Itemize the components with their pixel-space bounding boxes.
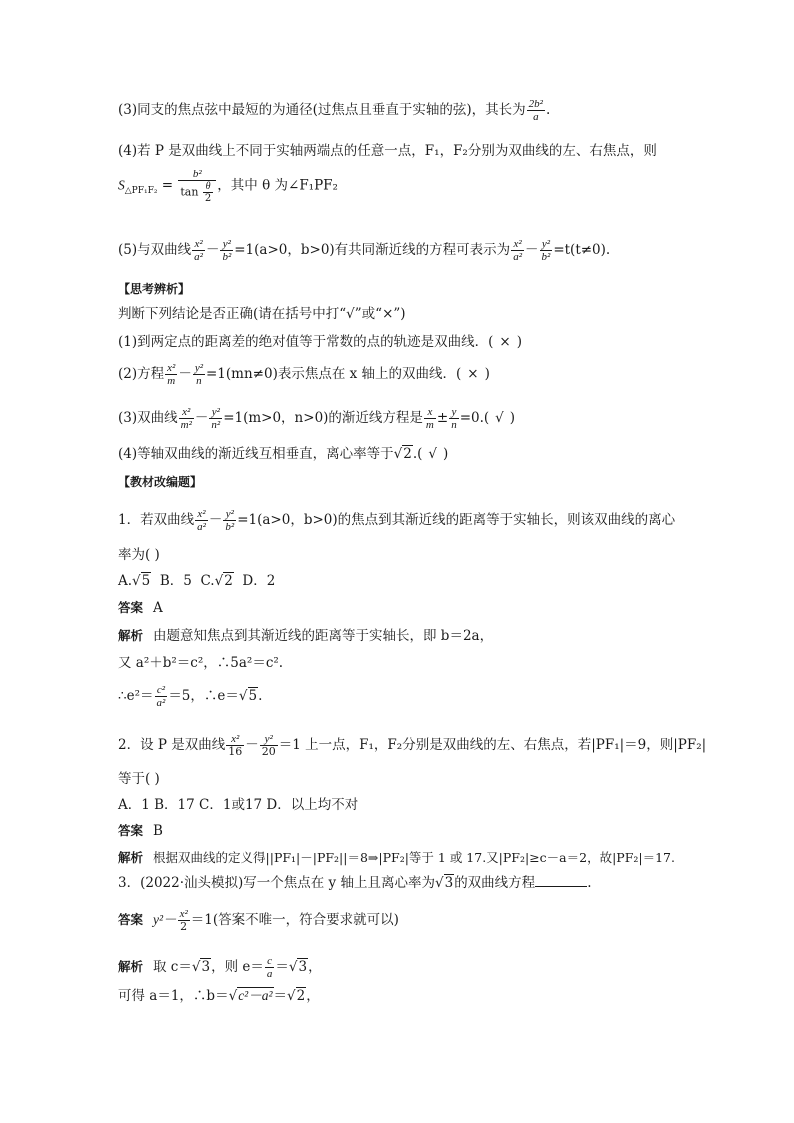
point-5-end: =t(t≠0). [553, 242, 611, 258]
e2-lead: 2．设 P 是双曲线 [118, 737, 226, 753]
den: n [196, 375, 202, 387]
num: y² [220, 238, 233, 251]
exercise-1-line2: 率为( ) [118, 547, 160, 563]
analysis-text: 由题意知焦点到其渐近线的距离等于实轴长，即 b＝2a， [153, 628, 494, 644]
fraction-x2-m [165, 362, 177, 387]
opt-c: C. [200, 573, 215, 589]
den: 2 [180, 920, 188, 933]
num: x² [511, 238, 524, 251]
den: a² [197, 521, 206, 533]
den: 20 [261, 745, 276, 758]
q4-text: (4)等轴双曲线的渐近线互相垂直，离心率等于 [118, 446, 394, 462]
fraction-2b2-over-a [527, 98, 545, 123]
num: c² [155, 684, 168, 697]
fraction-x2-a2 [192, 238, 205, 263]
a2-end: ， [306, 988, 320, 1004]
minus: － [178, 366, 192, 382]
a3-rad: 5 [248, 688, 258, 704]
q3-close: ) [509, 410, 516, 426]
den: m [425, 419, 434, 431]
e3-rad: 3 [444, 875, 454, 891]
analysis-label: 解析 [118, 959, 144, 974]
thinking-q3 [118, 406, 515, 431]
exercise-2-answer [118, 822, 163, 840]
fraction-c2-a2 [155, 684, 168, 709]
point-4-line1: (4)若 P 是双曲线上不同于实轴两端点的任意一点，F₁，F₂分别为双曲线的左、右焦点，则 [118, 143, 657, 159]
exercise-3-answer [118, 908, 399, 933]
q3-mark: √ [495, 410, 504, 426]
exercise-2-line1 [118, 733, 706, 758]
equals-sign: = [161, 177, 174, 194]
answer-label: 答案 [118, 823, 144, 838]
e3-end: . [587, 875, 592, 891]
a2-lead: 可得 a＝1，∴b＝ [118, 988, 229, 1004]
num: x² [226, 733, 244, 746]
thinking-q2 [118, 362, 490, 387]
den: b² [222, 251, 232, 263]
opt-c-rad: 2 [224, 573, 233, 589]
point-4-formula [118, 168, 338, 204]
q1-close: ) [516, 334, 522, 350]
section-header-thinking: 【思考辨析】 [118, 282, 191, 296]
a3-end: . [258, 688, 263, 704]
thinking-q1 [118, 333, 522, 351]
e2-text: ＝1 上一点，F₁，F₂分别是双曲线的左、右焦点，若|PF₁|＝9，则|PF₂| [278, 737, 707, 753]
e3-text: 的双曲线方程 [454, 875, 536, 891]
theta-denominator: 2 [204, 193, 212, 204]
a3-lead: ∴e²＝ [118, 688, 154, 704]
fraction-y2-b2 [220, 238, 233, 263]
num: x² [192, 238, 205, 251]
a2-eq: ＝ [273, 988, 288, 1004]
exercise-1-analysis1 [118, 627, 493, 645]
fraction-denominator: a [533, 111, 539, 123]
fraction-denominator [178, 181, 216, 204]
exercise-1-analysis2: 又 a²＋b²＝c²，∴5a²＝c². [118, 655, 284, 671]
answer-label: 答案 [118, 600, 144, 615]
num: y² [540, 238, 553, 251]
fraction-y2-n2 [209, 406, 222, 431]
plusminus: ± [436, 410, 449, 426]
point-5 [118, 238, 610, 263]
den: n [451, 419, 457, 431]
analysis-label: 解析 [118, 850, 144, 865]
num: y² [209, 406, 222, 419]
e1-lead: 1．若双曲线 [118, 512, 195, 528]
den: 16 [228, 745, 243, 758]
exercise-2-options: A．1 B．17 C．1或17 D．以上均不对 [118, 797, 359, 813]
analysis-label: 解析 [118, 628, 144, 643]
a1-lead: 取 c＝ [153, 959, 192, 975]
answer-value: A [153, 600, 163, 616]
exercise-2-analysis [118, 849, 675, 867]
minus: － [205, 242, 220, 258]
e3-lead: 3．(2022·汕头模拟)写一个焦点在 y 轴上且离心率为 [118, 875, 435, 891]
fraction-x2-2 [178, 908, 190, 933]
num: x² [179, 406, 194, 419]
exercise-1-analysis3: ∴e²＝ $\frac{\text{c²}}{\text{a²}}$ ＝5，∴e＝√5. [118, 684, 263, 709]
num: y [449, 406, 459, 419]
q4-end: .( [412, 446, 423, 462]
answer-label: 答案 [118, 912, 144, 927]
num: y² [223, 508, 236, 521]
fraction-x2-a2 [195, 508, 208, 533]
minus: － [245, 737, 259, 753]
exercise-1-options: A.√5 B．5 C.√2 D．2 [118, 573, 276, 589]
fraction-y2-b2-b [540, 238, 553, 263]
fraction-y2-n [193, 362, 205, 387]
answer-value: B [153, 823, 163, 839]
fraction-x2-m2 [179, 406, 194, 431]
point-3-end: . [545, 102, 551, 118]
q3-mid: =1(m>0，n>0)的渐近线方程是 [223, 410, 423, 426]
den: a² [194, 251, 203, 263]
exercise-2-line2: 等于( ) [118, 771, 160, 787]
den: a² [513, 251, 522, 263]
point-4-tail: ，其中 θ 为∠F₁PF₂ [217, 177, 338, 194]
minus: － [208, 512, 223, 528]
den: b² [225, 521, 235, 533]
a1-end: ， [308, 959, 322, 975]
opt-b: B．5 [159, 573, 192, 589]
opt-d: D．2 [242, 573, 276, 589]
exercise-3-analysis2: 可得 a＝1，∴b＝√c²－a²＝√2， [118, 988, 320, 1004]
q4-mark: √ [428, 446, 437, 462]
exercise-1-line1 [118, 508, 675, 533]
fraction-y2-20 [260, 733, 278, 758]
q2-lead: (2)方程 [118, 366, 165, 382]
den: a² [156, 697, 166, 709]
a3-mid: ＝5，∴e＝ [168, 688, 239, 704]
tan-label: tan [180, 185, 199, 199]
a1-mid: ，则 e＝ [211, 959, 264, 975]
q1-mark: × [499, 334, 511, 350]
minus: － [525, 242, 539, 258]
opt-a-rad: 5 [141, 573, 151, 589]
thinking-q4: (4)等轴双曲线的渐近线互相垂直，离心率等于√2.( √ ) [118, 446, 449, 462]
q3-text: =0.( [459, 410, 490, 426]
exercise-1-answer [118, 599, 163, 617]
num: x [424, 406, 436, 419]
area-symbol: S [118, 177, 125, 193]
den: a [266, 968, 273, 980]
num: c [265, 955, 275, 968]
a1-eq: ＝ [275, 959, 289, 975]
fraction-y-n [449, 406, 459, 431]
fraction-numerator: b² [178, 168, 216, 181]
den: b² [541, 251, 551, 263]
q2-mark: × [467, 366, 479, 382]
q3-lead: (3)双曲线 [118, 410, 178, 426]
num: y² [194, 362, 203, 374]
thinking-instruction: 判断下列结论是否正确(请在括号中打“√”或“×”) [118, 306, 406, 322]
q1-text: (1)到两定点的距离差的绝对值等于常数的点的轨迹是双曲线．( [118, 334, 494, 350]
fraction-theta-over-2 [203, 181, 213, 204]
a2-rad: c²－a² [238, 988, 273, 1003]
answer-lead: y²－ [153, 912, 177, 927]
num: x² [167, 362, 176, 374]
a2-rad2: 2 [296, 988, 306, 1004]
e1-text: =1(a>0，b>0)的焦点到其渐近线的距离等于实轴长，则该双曲线的离心 [237, 512, 676, 528]
theta-numerator: θ [203, 181, 213, 193]
exercise-3-analysis1: 解析 取 c＝√3，则 e＝ $\frac{c}{a}$ ＝√3， [118, 955, 322, 980]
num: y² [260, 733, 278, 746]
fraction-x2-a2-b [511, 238, 524, 263]
exercise-3-line1: 3．(2022·汕头模拟)写一个焦点在 y 轴上且离心率为√3的双曲线方程 . [118, 875, 592, 891]
fraction-b2-over-tan [178, 168, 216, 204]
analysis-text: 根据双曲线的定义得||PF₁|－|PF₂||＝8⇒|PF₂|等于 1 或 17.又|PF₂|≥c－a＝2，故|PF₂|＝17. [153, 850, 675, 865]
fraction-numerator: 2b² [528, 98, 543, 110]
q4-close: ) [443, 446, 449, 462]
den: m [167, 375, 176, 387]
point-5-lead: (5)与双曲线 [118, 242, 192, 258]
den: n² [211, 419, 221, 431]
minus: － [194, 410, 209, 426]
fraction-y2-b2 [223, 508, 236, 533]
answer-blank[interactable] [535, 874, 587, 887]
point-5-mid: =1(a>0，b>0)有共同渐近线的方程可表示为 [234, 242, 511, 258]
a1-rad: 3 [201, 959, 211, 975]
fraction-x-m [424, 406, 436, 431]
fraction-x2-16 [226, 733, 244, 758]
q2-text: =1(mn≠0)表示焦点在 x 轴上的双曲线．( [206, 366, 462, 382]
num: x² [195, 508, 208, 521]
section-header-textbook: 【教材改编题】 [118, 475, 203, 489]
a1-rad2: 3 [298, 959, 308, 975]
den: m² [180, 419, 192, 431]
point-3-text: (3)同支的焦点弦中最短的为通径(过焦点且垂直于实轴的弦)，其长为 [118, 102, 526, 118]
area-subscript: △PF₁F₂ [124, 186, 158, 197]
q2-close: ) [484, 366, 490, 382]
sqrt-radicand: 2 [403, 446, 412, 462]
num: x² [179, 908, 188, 920]
answer-tail: ＝1(答案不唯一，符合要求就可以) [190, 912, 399, 928]
fraction-c-a [265, 955, 275, 980]
opt-a: A. [118, 573, 133, 589]
point-3 [118, 98, 550, 123]
